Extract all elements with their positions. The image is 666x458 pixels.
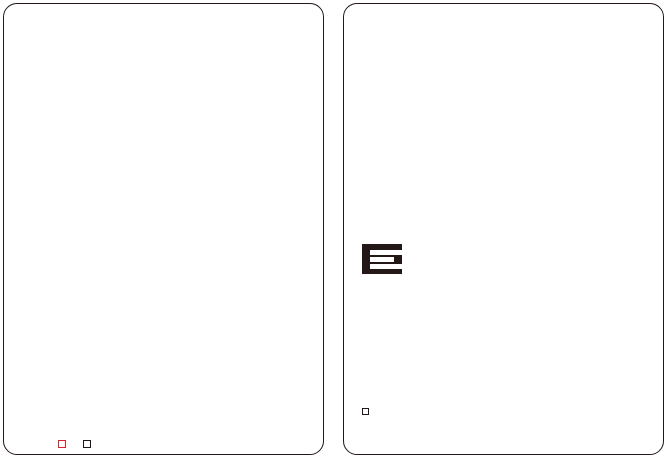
sub-holiday-box-icon: [58, 440, 66, 448]
calendar-card-left: [3, 3, 324, 455]
company-logo-icon: [362, 244, 402, 274]
paid-leave-box-icon: [83, 440, 91, 448]
legend: [34, 440, 105, 449]
manila-factory: [362, 408, 380, 417]
checkbox-icon: [362, 408, 369, 415]
calendar-card-right: [343, 3, 664, 455]
